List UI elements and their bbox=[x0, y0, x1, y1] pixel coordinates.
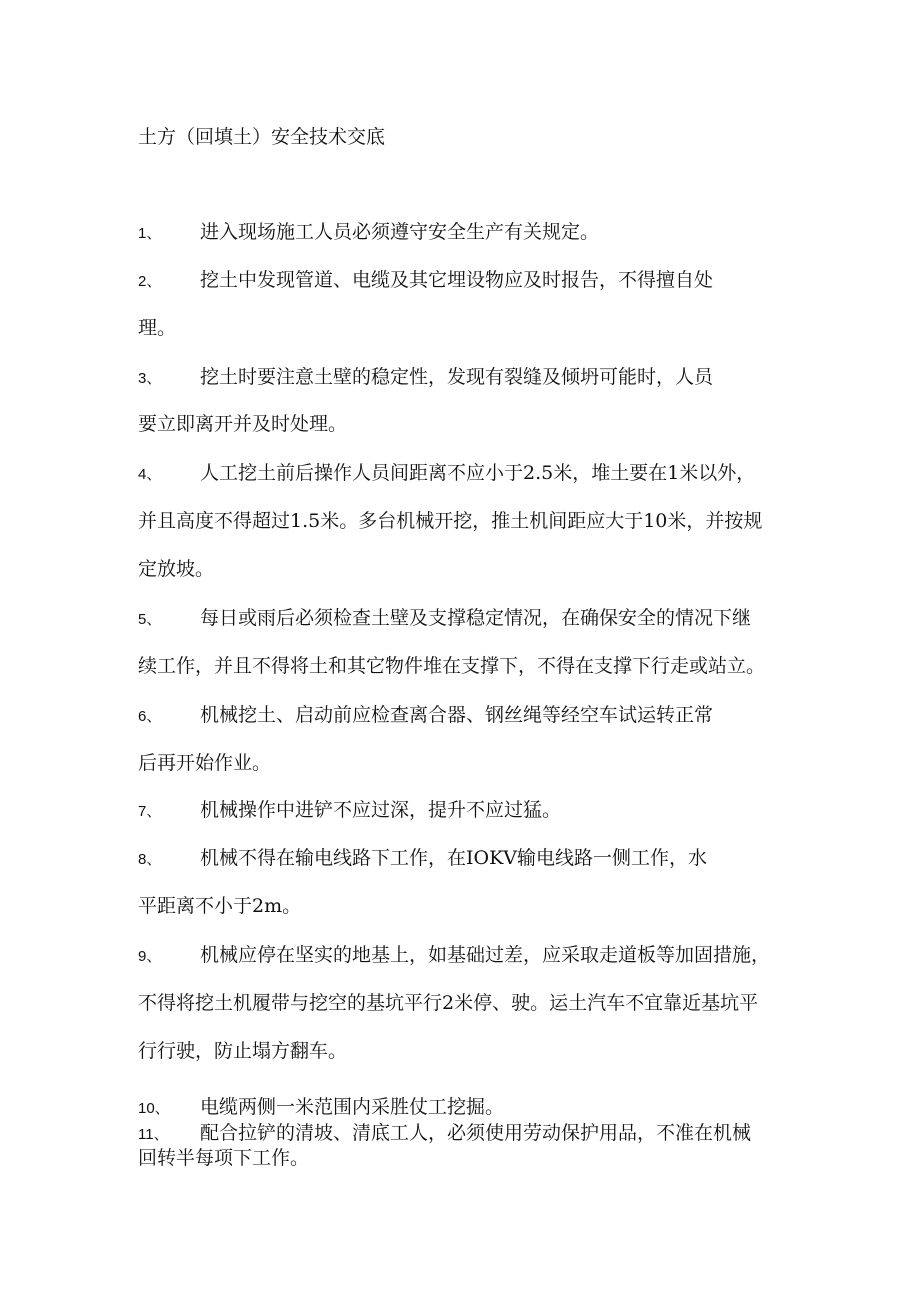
list-item-1 bbox=[138, 219, 599, 247]
item-text: 进入现场施工人员必须遵守安全生产有关规定。 bbox=[200, 221, 600, 243]
item-text: 电缆两侧一米范围内采胜仗工挖掘。 bbox=[200, 1096, 505, 1118]
item-continuation: 平距离不小于2m。 bbox=[138, 895, 302, 917]
item-text: 每日或雨后必须检查土壁及支撑稳定情况，在确保安全的情况下继 bbox=[200, 607, 752, 629]
item-number: 6、 bbox=[138, 708, 162, 725]
item-text: 挖土中发现管道、电缆及其它埋设物应及时报告，不得擅自处 bbox=[200, 269, 714, 291]
item-continuation: 并且高度不得超过1.5米。多台机械开挖，推土机间距应大于10米，并按规 bbox=[138, 510, 763, 532]
item-number: 3、 bbox=[138, 370, 162, 387]
list-item-9 bbox=[138, 942, 770, 970]
item-number: 1、 bbox=[138, 225, 162, 242]
list-item-2 bbox=[138, 267, 713, 295]
list-item-4 bbox=[138, 460, 755, 488]
item-number: 5、 bbox=[138, 611, 162, 628]
list-item-5 bbox=[138, 605, 751, 633]
item-continuation: 行行驶，防止塌方翻车。 bbox=[138, 1040, 348, 1062]
item-number: 11、 bbox=[138, 1126, 169, 1143]
list-item-7 bbox=[138, 797, 561, 825]
item-number: 7、 bbox=[138, 803, 162, 820]
item-continuation: 理。 bbox=[138, 317, 177, 339]
item-continuation: 后再开始作业。 bbox=[138, 752, 272, 774]
item-continuation: 不得将挖土机履带与挖空的基坑平行2米停、驶。运土汽车不宜靠近基坑平 bbox=[138, 992, 759, 1014]
list-item-3 bbox=[138, 364, 713, 392]
list-item-10 bbox=[138, 1094, 504, 1122]
list-item-11 bbox=[138, 1120, 751, 1148]
item-number: 10、 bbox=[138, 1100, 170, 1117]
item-number: 4、 bbox=[138, 466, 162, 483]
item-continuation: 定放坡。 bbox=[138, 558, 215, 580]
item-continuation: 续工作，并且不得将土和其它物件堆在支撑下，不得在支撑下行走或站立。 bbox=[138, 655, 766, 677]
item-text: 机械应停在坚实的地基上，如基础过差，应采取走道板等加固措施， bbox=[200, 944, 771, 966]
item-number: 8、 bbox=[138, 851, 162, 868]
list-item-6 bbox=[138, 702, 713, 730]
item-text: 机械操作中进铲不应过深，提升不应过猛。 bbox=[200, 799, 562, 821]
item-number: 2、 bbox=[138, 273, 162, 290]
item-continuation: 回转半每项下工作。 bbox=[138, 1147, 310, 1169]
item-text: 配合拉铲的清坡、清底工人，必须使用劳动保护用品，不准在机械 bbox=[200, 1122, 752, 1144]
item-text: 人工挖土前后操作人员间距离不应小于2.5米，堆土要在1米以外， bbox=[200, 462, 756, 484]
item-text: 挖土时要注意土壁的稳定性，发现有裂缝及倾坍可能时，人员 bbox=[200, 366, 714, 388]
list-item-8 bbox=[138, 845, 707, 873]
item-text: 机械不得在输电线路下工作，在IOKV输电线路一侧工作，水 bbox=[200, 847, 707, 869]
item-number: 9、 bbox=[138, 948, 162, 965]
document-title: 土方（回填土）安全技术交底 bbox=[138, 126, 386, 148]
item-text: 机械挖土、启动前应检查离合器、钢丝绳等经空车试运转正常 bbox=[200, 704, 714, 726]
item-continuation: 要立即离开并及时处理。 bbox=[138, 413, 348, 435]
